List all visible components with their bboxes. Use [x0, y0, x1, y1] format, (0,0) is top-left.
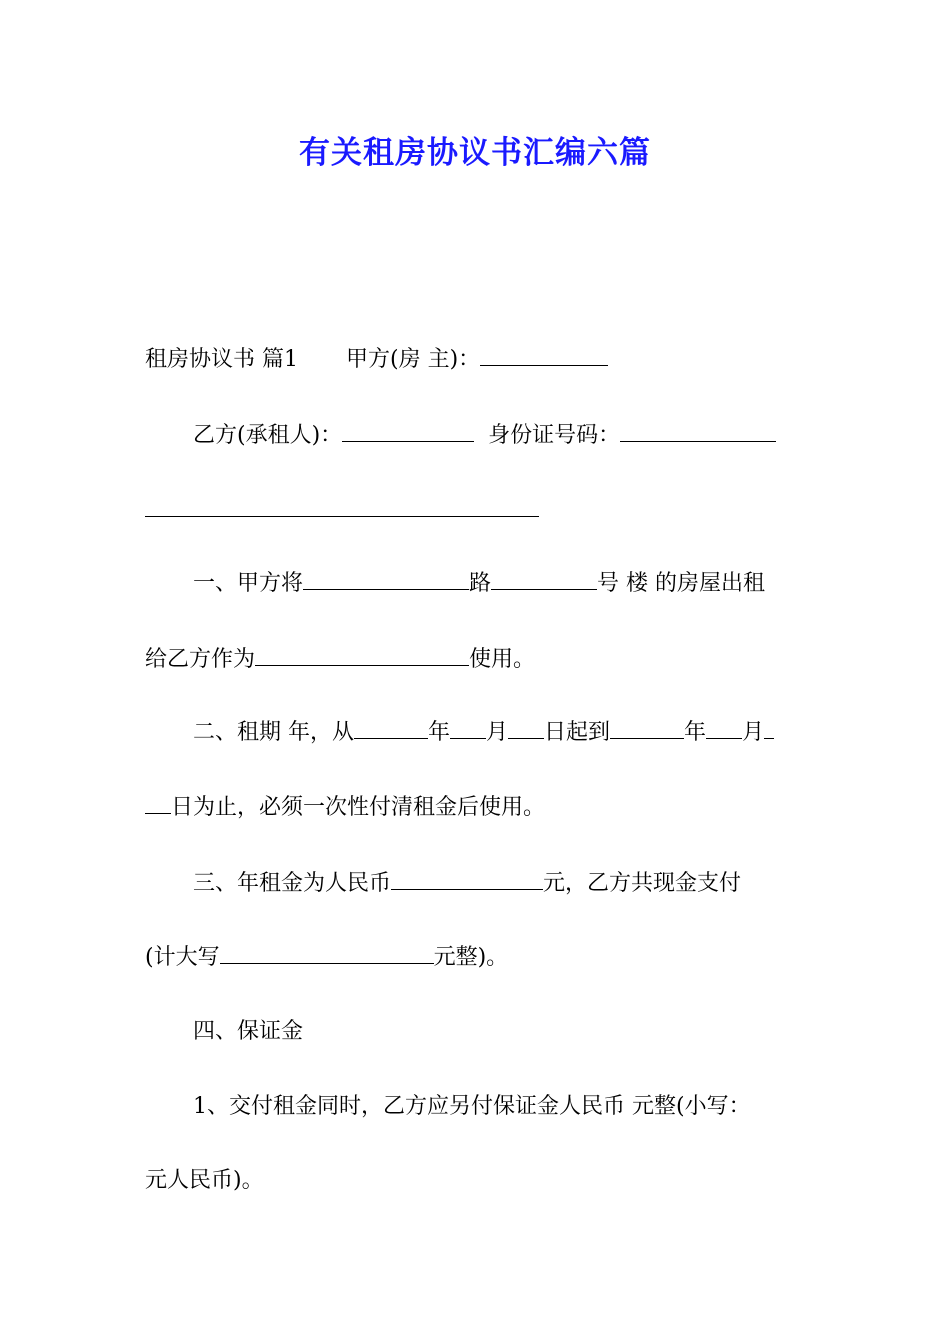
clause-2-end-year-label: 年: [684, 720, 707, 745]
party-a-label: 甲方(房 主)：: [346, 347, 481, 372]
clause-1-text-a: 一、甲方将: [193, 571, 304, 596]
clause-3-text-a: 三、年租金为人民币: [193, 871, 392, 896]
clause-4-item-1: [145, 1089, 807, 1125]
road-blank[interactable]: [303, 565, 469, 590]
document-title: 有关租房协议书汇编六篇: [299, 135, 651, 171]
clause-1-line: [145, 565, 807, 602]
clause-3-text-d: 元整)。: [433, 945, 509, 970]
clause-3-text-c: (计大写: [145, 945, 220, 970]
id-number-blank-cont[interactable]: [145, 492, 539, 517]
clause-2-line: [145, 714, 807, 751]
start-year-blank[interactable]: [354, 714, 428, 739]
party-a-line: [145, 341, 807, 378]
clause-4-heading-text: 四、保证金: [193, 1019, 304, 1044]
id-number-continuation: [145, 492, 807, 529]
end-month-blank[interactable]: [706, 714, 742, 739]
clause-2-until-label: 日起到: [544, 720, 611, 745]
start-day-blank[interactable]: [508, 714, 544, 739]
clause-4-item-1-text: 1、交付租金同时，乙方应另付保证金人民币 元整(小写：: [193, 1094, 751, 1119]
party-a-blank[interactable]: [480, 341, 608, 366]
party-b-label: 乙方(承租人)：: [193, 423, 343, 448]
id-number-blank[interactable]: [620, 417, 776, 442]
clause-2-month-label: 月: [486, 720, 509, 745]
clause-4-item-1-continuation: [145, 1163, 807, 1199]
clause-2-text-b: 日为止，必须一次性付清租金后使用。: [171, 795, 546, 820]
party-b-line: [145, 417, 807, 454]
annual-rent-blank[interactable]: [391, 865, 543, 890]
clause-3-text-b: 元，乙方共现金支付: [543, 871, 742, 896]
clause-1-text-c: 号 楼 的房屋出租: [597, 571, 766, 596]
clause-1-text-d: 给乙方作为: [145, 647, 256, 672]
number-blank[interactable]: [491, 565, 597, 590]
clause-1-continuation: [145, 641, 807, 678]
end-day-blank-cont[interactable]: [145, 789, 171, 814]
clause-3-continuation: [145, 939, 807, 976]
start-month-blank[interactable]: [450, 714, 486, 739]
clause-2-continuation: [145, 789, 807, 826]
clause-1-text-b: 路: [469, 571, 492, 596]
amount-words-blank[interactable]: [220, 939, 434, 964]
clause-3-line: [145, 865, 807, 902]
end-day-blank[interactable]: [764, 714, 774, 739]
clause-2-year-label: 年: [428, 720, 451, 745]
id-number-label: 身份证号码：: [488, 423, 621, 448]
clause-4-item-1-cont-text: 元人民币)。: [145, 1168, 264, 1193]
clause-2-end-month-label: 月: [742, 720, 765, 745]
party-b-blank[interactable]: [342, 417, 474, 442]
end-year-blank[interactable]: [610, 714, 684, 739]
agreement-heading: 租房协议书 篇1: [145, 347, 298, 372]
clause-2-text-a: 二、租期 年，从: [193, 720, 354, 745]
clause-1-text-e: 使用。: [469, 647, 536, 672]
purpose-blank[interactable]: [255, 641, 469, 666]
clause-4-heading: [145, 1014, 807, 1050]
